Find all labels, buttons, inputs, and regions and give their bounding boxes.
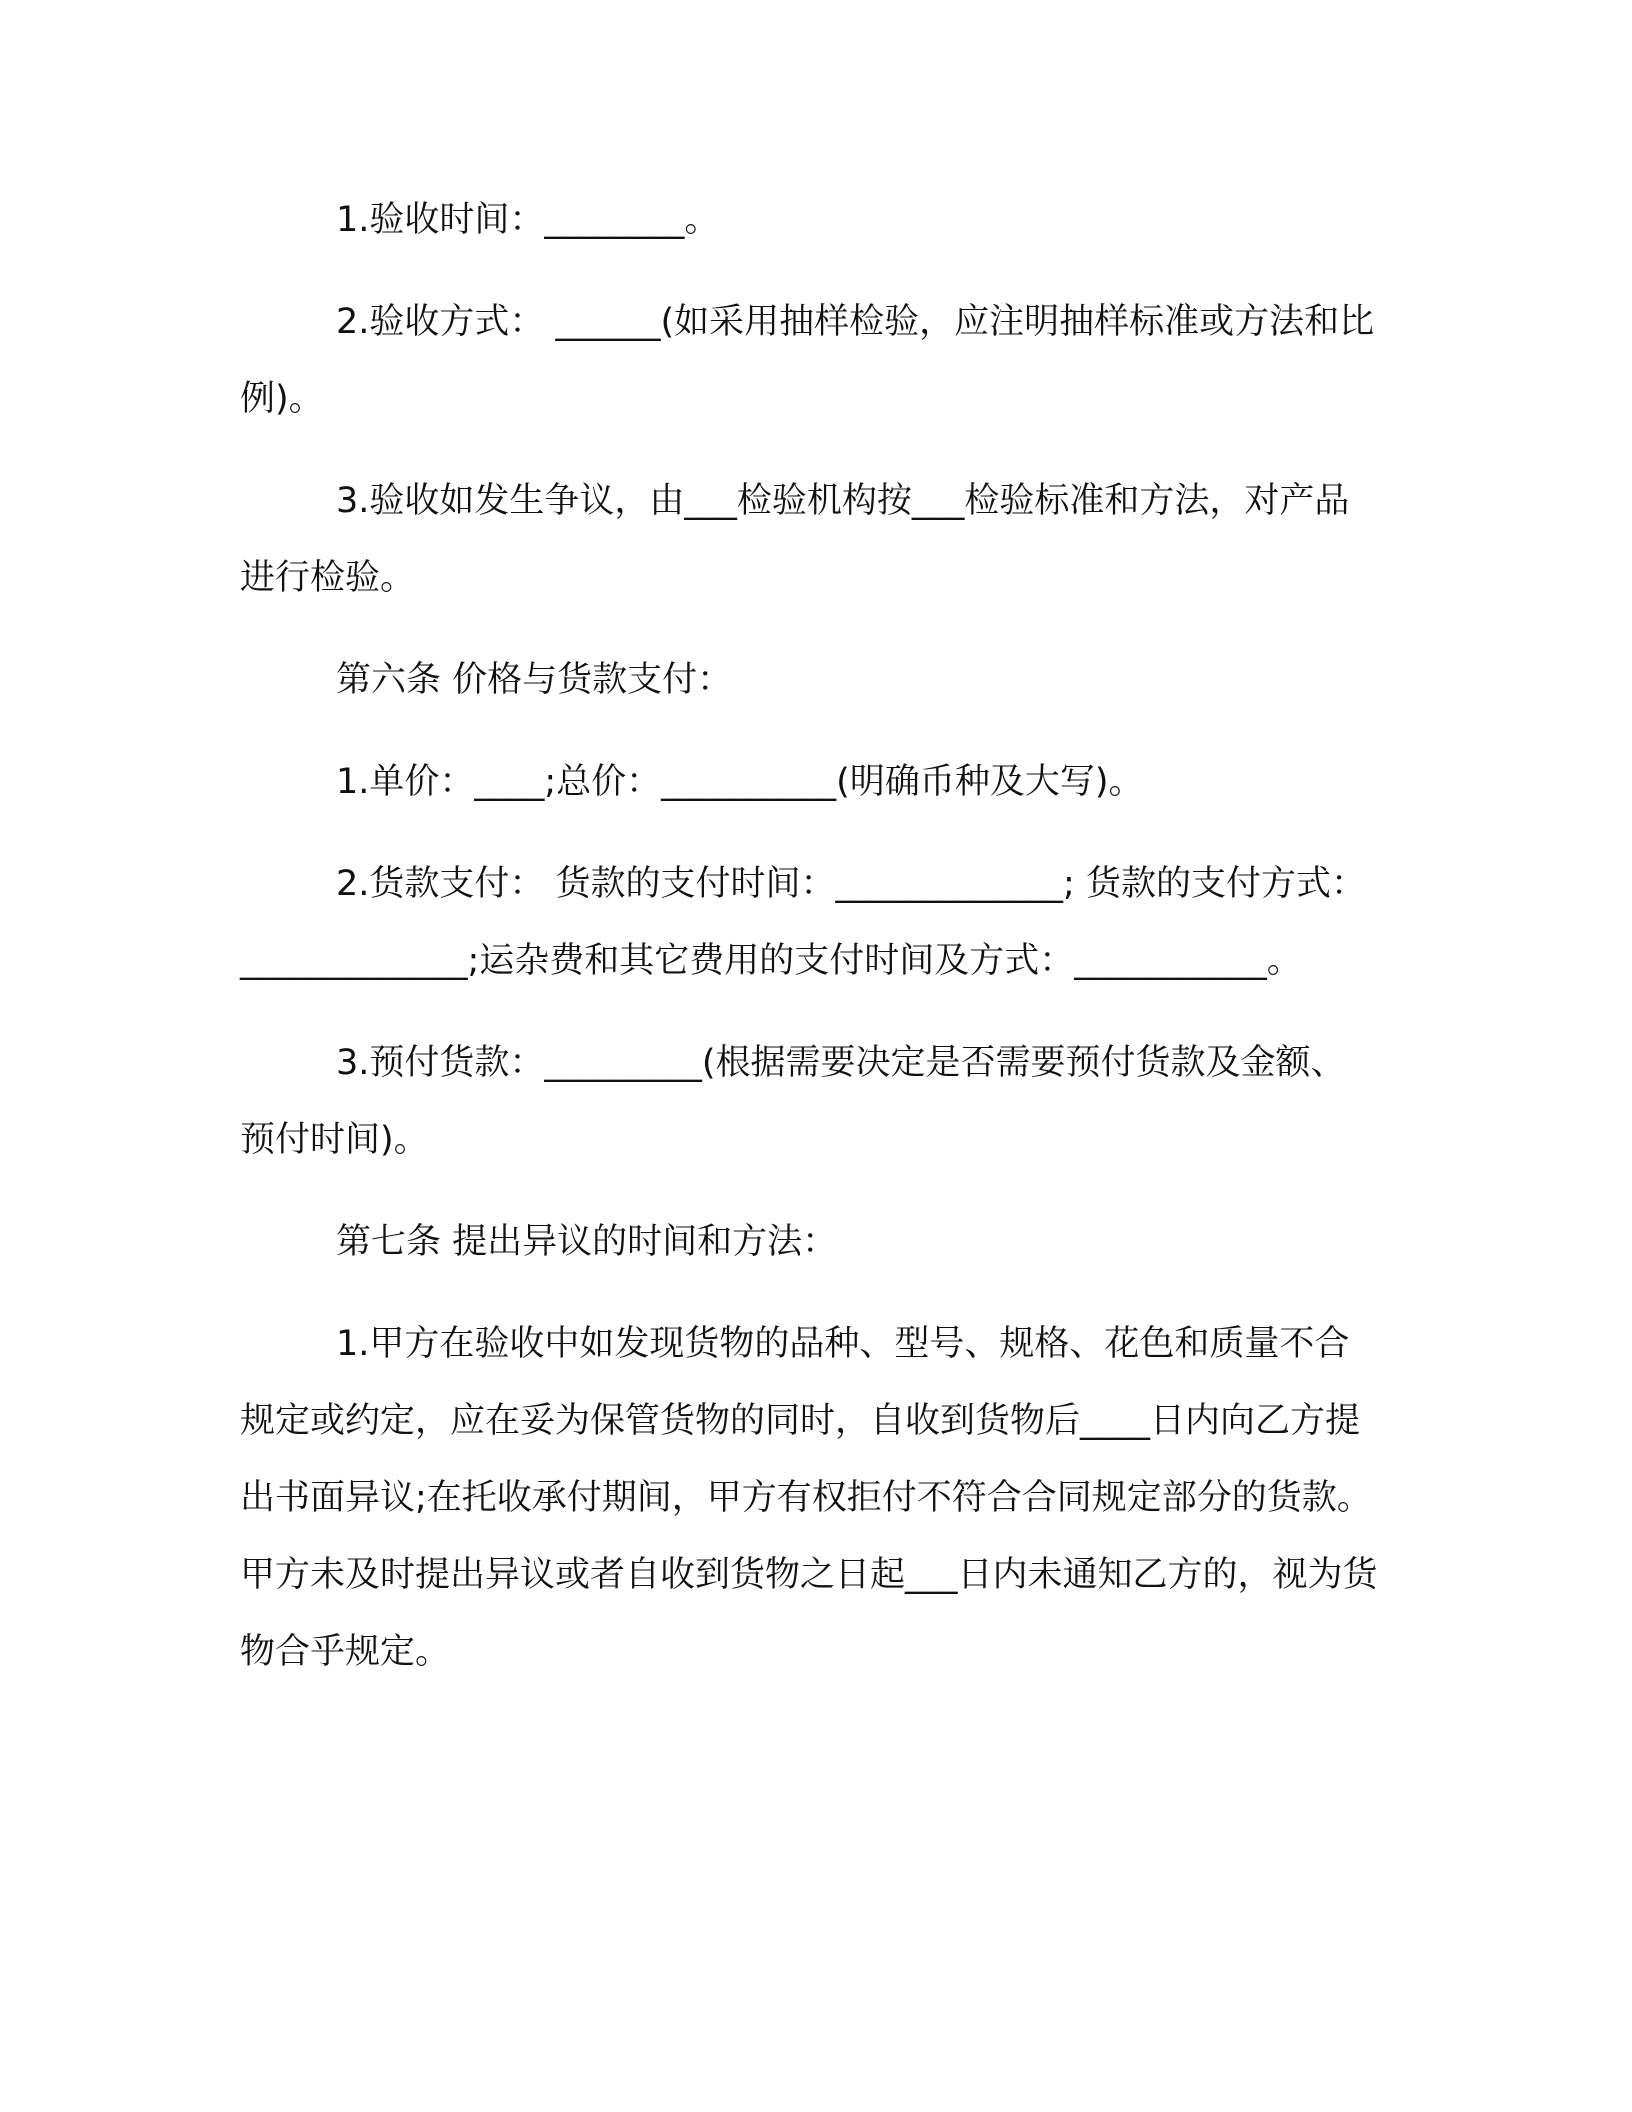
article-6-heading: 第六条 价格与货款支付： (336, 660, 733, 700)
document-body (240, 182, 1380, 1691)
paragraph-gap (240, 259, 1380, 284)
paragraph-acceptance-dispute: 3.验收如发生争议，由___检验机构按___检验标准和方法，对产品进行检验。 (240, 481, 1350, 598)
paragraph-gap (240, 1281, 1380, 1306)
paragraph-prepayment: 3.预付货款：_________(根据需要决定是否需要预付货款及金额、预付时间)。 (240, 1043, 1346, 1160)
paragraph-payment: 2.货款支付： 货款的支付时间：_____________; 货款的支付方式：_____________;运杂费和其它费用的支付时间及方式：___________。 (240, 864, 1366, 981)
article-7-heading: 第七条 提出异议的时间和方法： (336, 1222, 838, 1262)
paragraph-gap (240, 438, 1380, 463)
paragraph-gap (240, 1179, 1380, 1204)
paragraph-gap (240, 1000, 1380, 1025)
paragraph-gap (240, 617, 1380, 642)
paragraph-objection: 1.甲方在验收中如发现货物的品种、型号、规格、花色和质量不合规定或约定，应在妥为保管货物的同时，自收到货物后____日内向乙方提出书面异议;在托收承付期间，甲方有权拒付不符合合同规定部分的货款。甲方未及时提出异议或者自收到货物之日起___日内未通知乙方的，视为货物合乎规定。 (240, 1324, 1378, 1672)
paragraph-gap (240, 719, 1380, 744)
paragraph-acceptance-method: 2.验收方式： ______(如采用抽样检验，应注明抽样标准或方法和比例)。 (240, 302, 1375, 419)
paragraph-gap (240, 821, 1380, 846)
paragraph-acceptance-time: 1.验收时间：________。 (336, 200, 720, 240)
paragraph-price: 1.单价：____;总价：__________(明确币种及大写)。 (336, 762, 1144, 802)
